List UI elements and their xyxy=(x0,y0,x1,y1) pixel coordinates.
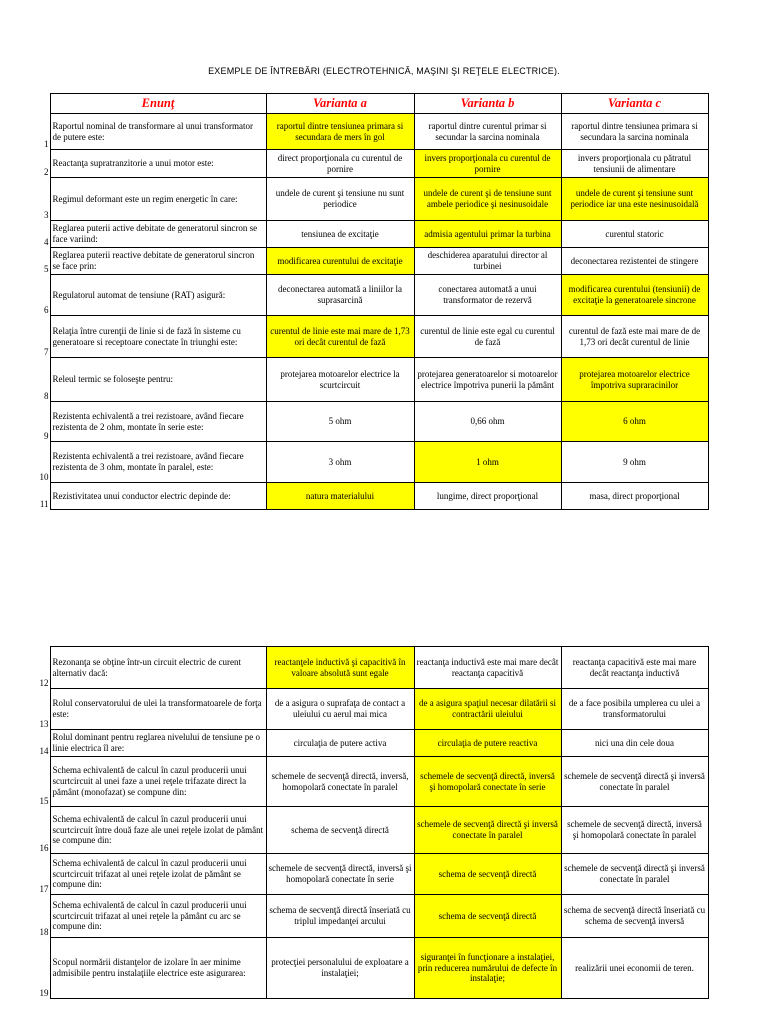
answer-c: deconectarea rezistentei de stingere xyxy=(561,248,708,275)
table-row xyxy=(36,248,708,275)
answer-b: raportul dintre curentul primar si secundar la sarcina nominala xyxy=(414,114,561,150)
row-number: 12 xyxy=(39,677,49,688)
answer-c: modificarea curentului (tensiunii) de excitaţie la generatoarele sincrone xyxy=(561,275,708,316)
question-text: Reglarea puterii reactive debitate de generatorul sincron se face prin: xyxy=(50,248,266,275)
row-number: 2 xyxy=(44,166,49,177)
answer-a: schemele de secvenţă directă, inversă, homopolară conectate în paralel xyxy=(266,757,414,807)
answer-c: invers proporţionala cu pătratul tensiunii de alimentare xyxy=(561,150,708,178)
question-text: Reglarea puterii active debitate de generatorul sincron se face variind: xyxy=(50,221,266,248)
answer-c: masa, direct proporţional xyxy=(561,483,708,510)
table-row xyxy=(36,150,708,178)
answer-a: schema de secvenţă directă xyxy=(266,807,414,854)
question-text: Schema echivalentă de calcul în cazul producerii unui scurtcircuit între două faze ale unei reţele izolat de pământ se compune din: xyxy=(50,807,266,854)
table-row xyxy=(36,807,708,854)
row-number: 16 xyxy=(39,842,49,853)
answer-a: schema de secvenţă directă înseriată cu triplul impedanţei arcului xyxy=(266,895,414,938)
answer-c: curentul de fază este mai mare de de 1,73 ori decât curentul de linie xyxy=(561,316,708,358)
table-row xyxy=(36,938,708,999)
answer-c: nici una din cele doua xyxy=(561,730,708,757)
answer-c: curentul statoric xyxy=(561,221,708,248)
answer-a: protejarea motoarelor electrice la scurtcircuit xyxy=(266,358,414,402)
table-row xyxy=(36,178,708,221)
answer-b: deschiderea aparatului director al turbinei xyxy=(414,248,561,275)
table-row xyxy=(36,854,708,895)
row-number: 14 xyxy=(39,745,49,756)
question-text: Reactanţa supratranzitorie a unui motor este: xyxy=(50,150,266,178)
table-row xyxy=(36,647,708,689)
answer-c: undele de curent şi tensiune sunt periodice iar una este nesinusoidală xyxy=(561,178,708,221)
answer-a: reactanţele inductivă şi capacitivă în valoare absolută sunt egale xyxy=(266,647,414,689)
answer-c: schemele de secvenţă directă şi inversă conectate în paralel xyxy=(561,854,708,895)
question-text: Schema echivalentă de calcul în cazul producerii unui scurtcircuit trifazat al unei reţele izolat de pământ se compune din: xyxy=(50,854,266,895)
row-number: 8 xyxy=(44,390,49,401)
question-text: Schema echivalentă de calcul în cazul producerii unui scurtcircuit al unei faze a unei reţele trifazate direct la pământ (monofazat) se compune din: xyxy=(50,757,266,807)
answer-b: reactanţa inductivă este mai mare decât reactanţa capacitivă xyxy=(414,647,561,689)
question-text: Schema echivalentă de calcul în cazul producerii unui scurtcircuit trifazat al unei reţele la pământ cu arc se compune din: xyxy=(50,895,266,938)
answer-a: raportul dintre tensiunea primara si secundara de mers în gol xyxy=(266,114,414,150)
row-number: 5 xyxy=(44,263,49,274)
row-number: 18 xyxy=(39,926,49,937)
row-number: 3 xyxy=(44,209,49,220)
answer-b: lungime, direct proporţional xyxy=(414,483,561,510)
answer-c: reactanţa capacitivă este mai mare decât reactanţa inductivă xyxy=(561,647,708,689)
header-varianta-b: Varianta b xyxy=(414,94,561,114)
question-text: Rezistivitatea unui conductor electric depinde de: xyxy=(50,483,266,510)
answer-c: de a face posibila umplerea cu ulei a transformatorului xyxy=(561,689,708,730)
answer-b: schema de secvenţă directă xyxy=(414,895,561,938)
answer-c: 6 ohm xyxy=(561,402,708,442)
answer-c: raportul dintre tensiunea primara si secundara la sarcina nominala xyxy=(561,114,708,150)
answer-c: 9 ohm xyxy=(561,442,708,483)
table-row xyxy=(36,730,708,757)
answer-b: schemele de secvenţă directă şi inversă conectate în paralel xyxy=(414,807,561,854)
row-number: 7 xyxy=(44,346,49,357)
answer-b: de a asigura spaţiul necesar dilatării si contractării uleiului xyxy=(414,689,561,730)
row-number: 4 xyxy=(44,236,49,247)
table-row xyxy=(36,757,708,807)
table-row xyxy=(36,275,708,316)
row-number: 6 xyxy=(44,304,49,315)
question-text: Relaţia între curenţii de linie si de fază în sisteme cu generatoare si receptoare conectate în triunghi este: xyxy=(50,316,266,358)
row-number: 13 xyxy=(39,718,49,729)
question-text: Rezistenta echivalentă a trei rezistoare, având fiecare rezistenta de 2 ohm, montate în serie este: xyxy=(50,402,266,442)
row-number: 10 xyxy=(39,471,49,482)
answer-a: schemele de secvenţă directă, inversă şi homopolară conectate în serie xyxy=(266,854,414,895)
answer-a: protecţiei personalului de exploatare a instalaţiei; xyxy=(266,938,414,999)
answer-a: de a asigura o suprafaţa de contact a uleiului cu aerul mai mica xyxy=(266,689,414,730)
answer-a: deconectarea automată a liniilor la suprasarcină xyxy=(266,275,414,316)
answer-b: circulaţia de putere reactiva xyxy=(414,730,561,757)
header-row xyxy=(36,94,708,114)
answer-c: protejarea motoarelor electrice împotriva supraracinilor xyxy=(561,358,708,402)
row-number: 15 xyxy=(39,795,49,806)
answer-b: schema de secvenţă directă xyxy=(414,854,561,895)
row-number: 17 xyxy=(39,883,49,894)
answer-c: schemele de secvenţă directă şi inversă conectate în paralel xyxy=(561,757,708,807)
question-text: Rolul dominant pentru reglarea nivelului de tensiune pe o linie electrica îl are: xyxy=(50,730,266,757)
question-text: Regulatorul automat de tensiune (RAT) asigură: xyxy=(50,275,266,316)
answer-b: protejarea generatoarelor si motoarelor electrice împotriva punerii la pământ xyxy=(414,358,561,402)
row-number: 11 xyxy=(39,498,49,509)
answer-b: siguranţei în funcţionare a instalaţiei, prin reducerea numărului de defecte în instalaţie; xyxy=(414,938,561,999)
answer-a: circulaţia de putere activa xyxy=(266,730,414,757)
answer-c: realizării unei economii de teren. xyxy=(561,938,708,999)
question-text: Raportul nominal de transformare al unui transformator de putere este: xyxy=(50,114,266,150)
table-row xyxy=(36,402,708,442)
answer-a: tensiunea de excitaţie xyxy=(266,221,414,248)
questions-table-1 xyxy=(36,93,709,510)
answer-b: undele de curent şi de tensiune sunt ambele periodice şi nesinusoidale xyxy=(414,178,561,221)
question-text: Rezonanţa se obţine într-un circuit electric de curent alternativ dacă: xyxy=(50,647,266,689)
answer-a: curentul de linie este mai mare de 1,73 ori decât curentul de fază xyxy=(266,316,414,358)
answer-b: conectarea automată a unui transformator de rezervă xyxy=(414,275,561,316)
row-number: 19 xyxy=(39,987,49,998)
answer-b: admisia agentului primar la turbina xyxy=(414,221,561,248)
question-text: Rolul conservatorului de ulei la transformatoarele de forţa este: xyxy=(50,689,266,730)
question-text: Scopul normării distanţelor de izolare în aer minime admisibile pentru instalaţiile electrice este asigurarea: xyxy=(50,938,266,999)
table-row xyxy=(36,442,708,483)
row-number: 9 xyxy=(44,430,49,441)
answer-a: natura materialului xyxy=(266,483,414,510)
table-row xyxy=(36,483,708,510)
answer-c: schema de secvenţă directă înseriată cu schema de secvenţă inversă xyxy=(561,895,708,938)
answer-b: 1 ohm xyxy=(414,442,561,483)
question-text: Regimul deformant este un regim energetic în care: xyxy=(50,178,266,221)
question-text: Rezistenta echivalentă a trei rezistoare, având fiecare rezistenta de 3 ohm, montate în paralel, este: xyxy=(50,442,266,483)
table-row xyxy=(36,895,708,938)
answer-a: direct proporţionala cu curentul de pornire xyxy=(266,150,414,178)
header-varianta-c: Varianta c xyxy=(561,94,708,114)
table-row xyxy=(36,316,708,358)
answer-a: 3 ohm xyxy=(266,442,414,483)
header-varianta-a: Varianta a xyxy=(266,94,414,114)
answer-a: 5 ohm xyxy=(266,402,414,442)
answer-c: schemele de secvenţă directă, inversă şi homopolară conectate în paralel xyxy=(561,807,708,854)
answer-b: schemele de secvenţă directă, inversă şi homopolară conectate în serie xyxy=(414,757,561,807)
table-row xyxy=(36,358,708,402)
page-title: EXEMPLE DE ÎNTREBĂRI (ELECTROTEHNICĂ, MAŞINI ŞI REŢELE ELECTRICE). xyxy=(208,66,560,76)
answer-b: invers proporţionala cu curentul de pornire xyxy=(414,150,561,178)
answer-b: curentul de linie este egal cu curentul de fază xyxy=(414,316,561,358)
table-row xyxy=(36,221,708,248)
answer-a: undele de curent şi tensiune nu sunt periodice xyxy=(266,178,414,221)
table-row xyxy=(36,689,708,730)
question-text: Releul termic se foloseşte pentru: xyxy=(50,358,266,402)
row-number: 1 xyxy=(44,138,49,149)
header-enunt: Enunţ xyxy=(50,94,266,114)
answer-b: 0,66 ohm xyxy=(414,402,561,442)
answer-a: modificarea curentului de excitaţie xyxy=(266,248,414,275)
header-spacer xyxy=(36,94,50,114)
questions-table-2 xyxy=(36,646,709,999)
table-row xyxy=(36,114,708,150)
